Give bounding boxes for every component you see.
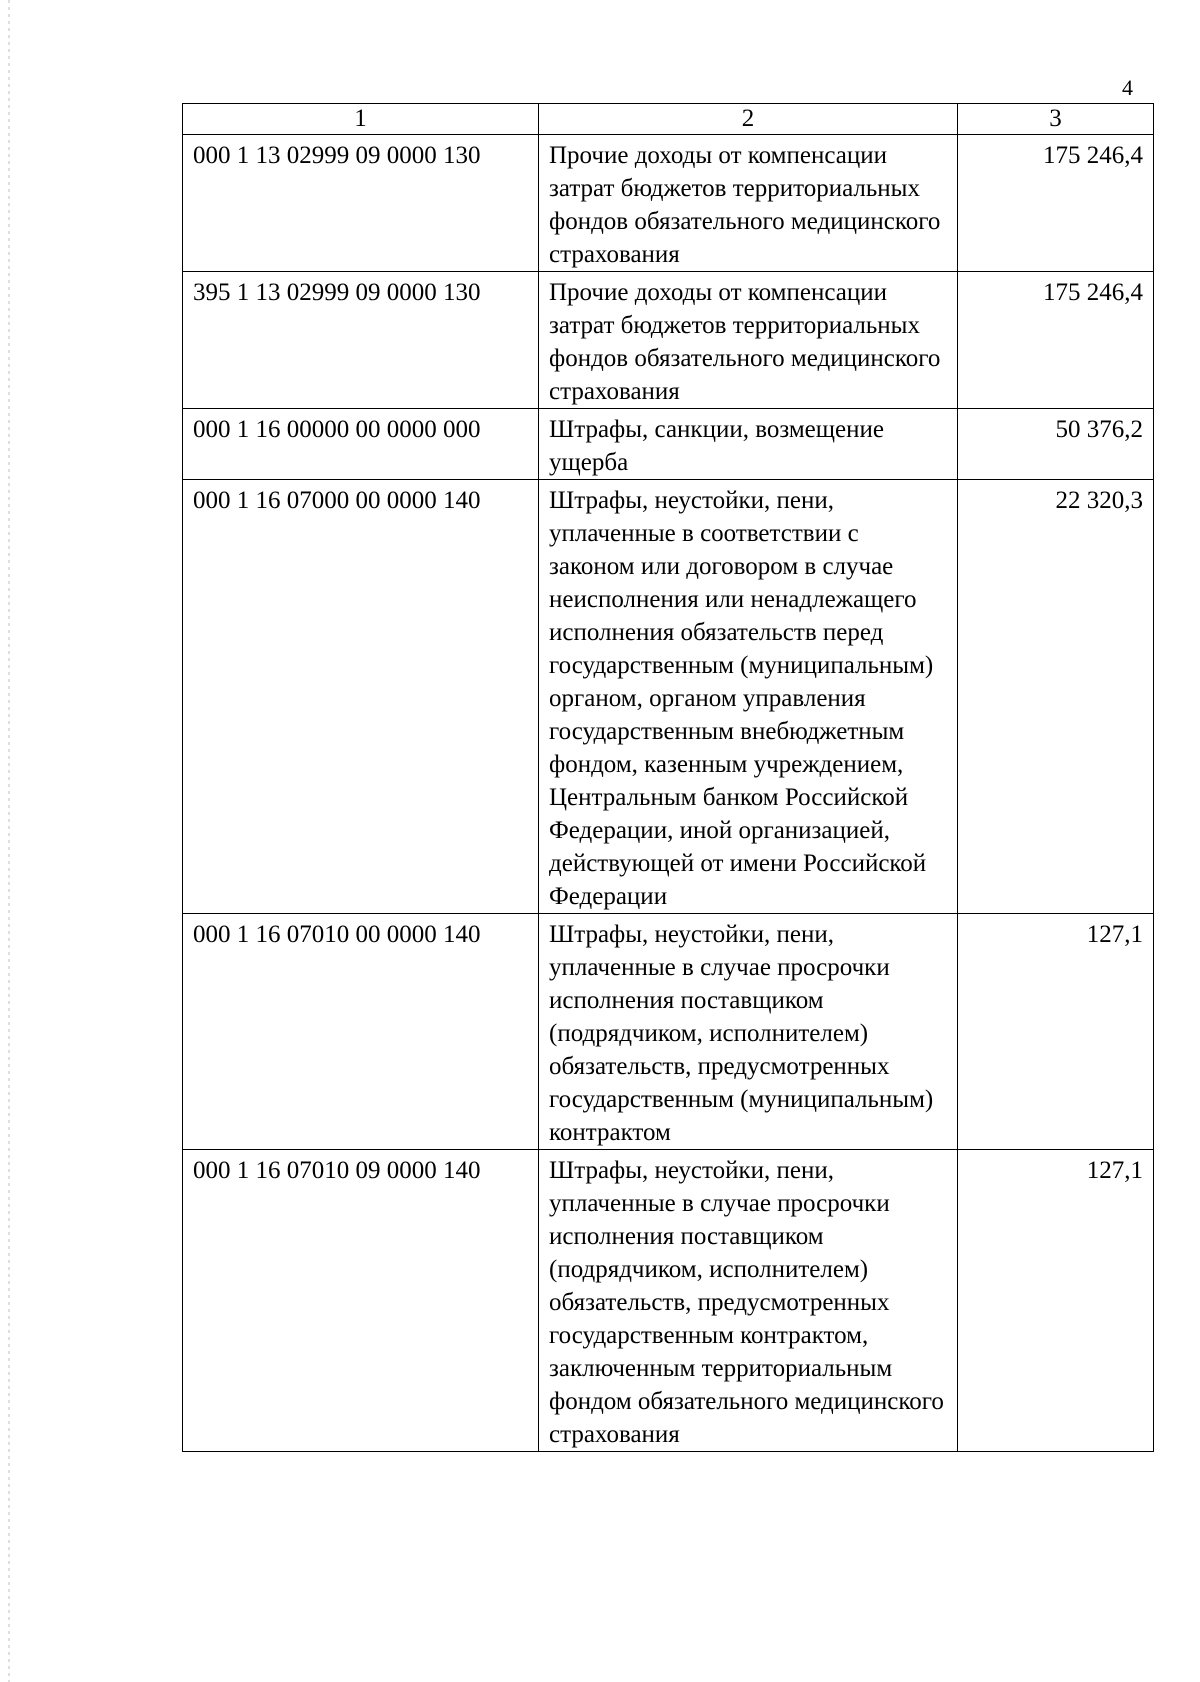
amount-cell: 175 246,4 xyxy=(958,135,1154,272)
amount-cell: 50 376,2 xyxy=(958,409,1154,480)
revenue-name-cell: Штрафы, санкции, возмещение ущерба xyxy=(539,409,958,480)
table-header-row xyxy=(183,104,1154,135)
scan-edge-artifact xyxy=(8,0,10,1682)
amount-cell: 175 246,4 xyxy=(958,272,1154,409)
revenue-name-cell: Штрафы, неустойки, пени, уплаченные в случае просрочки исполнения поставщиком (подрядчиком, исполнителем) обязательств, предусмотренных государственным (муниципальным) контрактом xyxy=(539,914,958,1150)
table-row xyxy=(183,480,1154,914)
column-header-code: 1 xyxy=(183,104,539,135)
column-header-amount: 3 xyxy=(958,104,1154,135)
budget-code-cell: 000 1 16 07000 00 0000 140 xyxy=(183,480,539,914)
budget-code-cell: 395 1 13 02999 09 0000 130 xyxy=(183,272,539,409)
revenue-name-cell: Штрафы, неустойки, пени, уплаченные в соответствии с законом или договором в случае неисполнения или ненадлежащего исполнения обязательств перед государственным (муниципальным) органом, органом управления государственным внебюджетным фондом, казенным учреждением, Центральным банком Российской Федерации, иной организацией, действующей от имени Российской Федерации xyxy=(539,480,958,914)
table-row xyxy=(183,914,1154,1150)
page-number: 4 xyxy=(1122,75,1133,100)
budget-code-cell: 000 1 16 07010 00 0000 140 xyxy=(183,914,539,1150)
revenue-name-cell: Прочие доходы от компенсации затрат бюджетов территориальных фондов обязательного медицинского страхования xyxy=(539,135,958,272)
table-row xyxy=(183,409,1154,480)
budget-code-cell: 000 1 13 02999 09 0000 130 xyxy=(183,135,539,272)
budget-code-cell: 000 1 16 07010 09 0000 140 xyxy=(183,1150,539,1452)
table-row xyxy=(183,135,1154,272)
budget-code-cell: 000 1 16 00000 00 0000 000 xyxy=(183,409,539,480)
column-header-name: 2 xyxy=(539,104,958,135)
table-row xyxy=(183,272,1154,409)
amount-cell: 127,1 xyxy=(958,914,1154,1150)
amount-cell: 127,1 xyxy=(958,1150,1154,1452)
revenue-name-cell: Прочие доходы от компенсации затрат бюджетов территориальных фондов обязательного медицинского страхования xyxy=(539,272,958,409)
revenue-name-cell: Штрафы, неустойки, пени, уплаченные в случае просрочки исполнения поставщиком (подрядчиком, исполнителем) обязательств, предусмотренных государственным контрактом, заключенным территориальным фондом обязательного медицинского страхования xyxy=(539,1150,958,1452)
revenue-table xyxy=(182,103,1154,1452)
amount-cell: 22 320,3 xyxy=(958,480,1154,914)
table-row xyxy=(183,1150,1154,1452)
